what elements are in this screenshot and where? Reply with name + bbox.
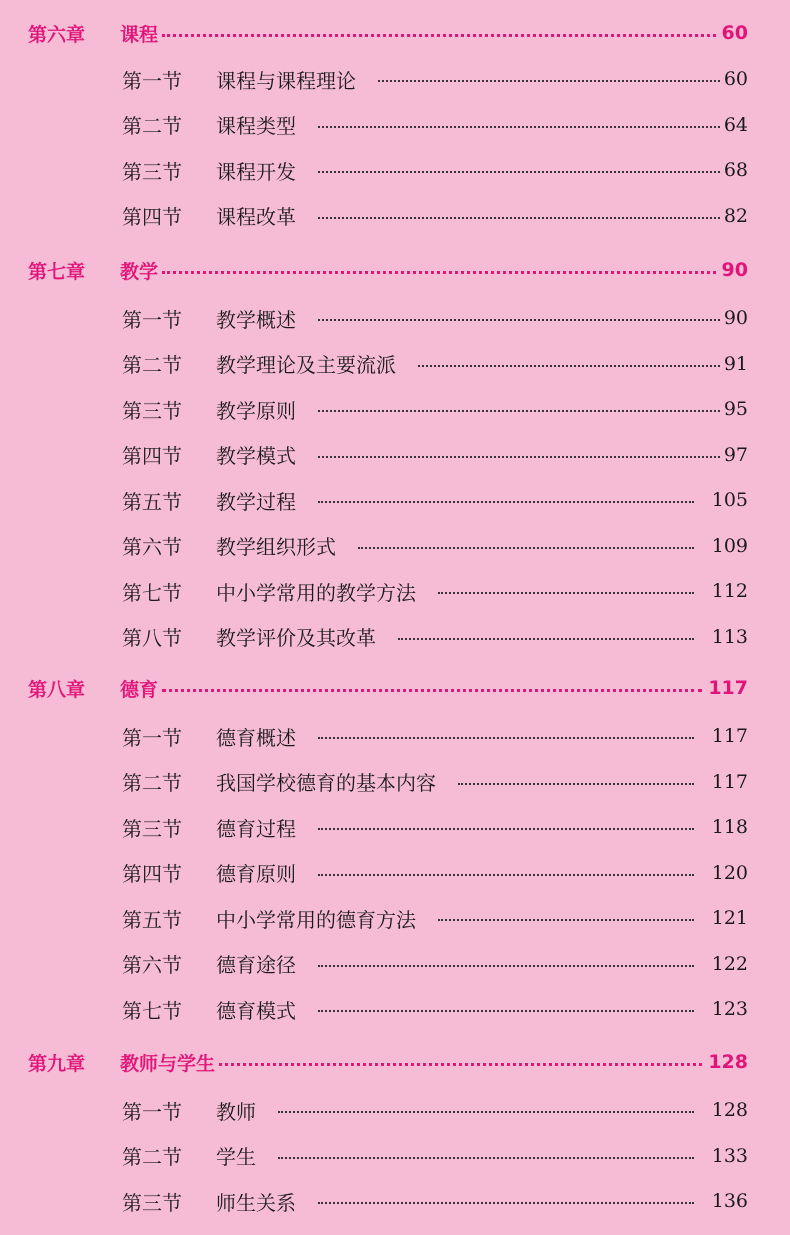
section-entry[interactable] <box>0 480 790 520</box>
chapter-page-number: 117 <box>708 677 748 699</box>
section-title: 教学评价及其改革 <box>216 626 376 650</box>
section-entry[interactable] <box>0 526 790 566</box>
section-title: 德育过程 <box>216 816 296 841</box>
section-title: 我国学校德育的基本内容 <box>216 771 436 795</box>
section-label: 第八节 <box>122 626 182 650</box>
section-page-number: 97 <box>723 443 748 466</box>
section-title: 德育途径 <box>216 953 296 977</box>
leader-dots <box>162 271 716 274</box>
leader-dots <box>358 547 694 549</box>
section-entry[interactable] <box>0 989 790 1029</box>
section-page-number: 117 <box>711 725 748 747</box>
leader-dots <box>278 1111 694 1113</box>
chapter-title: 教学 <box>120 260 159 283</box>
section-page-number: 64 <box>723 113 748 136</box>
section-title: 课程改革 <box>216 205 296 229</box>
leader-dots <box>458 783 694 785</box>
chapter-label: 第九章 <box>28 1052 86 1075</box>
chapter-page-number: 128 <box>708 1051 748 1073</box>
section-page-number: 68 <box>723 159 748 181</box>
section-page-number: 112 <box>711 580 748 602</box>
section-label: 第二节 <box>122 353 182 377</box>
section-entry[interactable] <box>0 435 790 475</box>
section-label: 第二节 <box>122 1145 182 1169</box>
leader-dots <box>318 737 694 739</box>
section-entry[interactable] <box>0 716 790 756</box>
section-entry[interactable] <box>0 1136 790 1176</box>
section-label: 第二节 <box>122 114 182 138</box>
section-page-number: 113 <box>711 625 748 648</box>
leader-dots <box>438 592 694 594</box>
section-entry[interactable] <box>0 150 790 190</box>
leader-dots <box>318 965 694 967</box>
section-label: 第三节 <box>122 1190 182 1215</box>
leader-dots <box>318 126 720 128</box>
chapter-page-number: 60 <box>721 22 748 44</box>
section-label: 第一节 <box>122 68 182 93</box>
section-entry[interactable] <box>0 344 790 384</box>
leader-dots <box>219 1063 702 1066</box>
section-title: 师生关系 <box>216 1190 296 1215</box>
section-entry[interactable] <box>0 389 790 429</box>
section-title: 中小学常用的德育方法 <box>216 907 416 932</box>
section-page-number: 117 <box>711 770 748 793</box>
chapter-label: 第七章 <box>28 260 86 283</box>
section-label: 第五节 <box>122 489 182 514</box>
leader-dots <box>318 217 720 219</box>
section-entry[interactable] <box>0 571 790 611</box>
chapter-title: 教师与学生 <box>120 1052 216 1075</box>
leader-dots <box>378 80 720 82</box>
leader-dots <box>398 638 694 640</box>
section-page-number: 95 <box>723 398 748 420</box>
section-label: 第五节 <box>122 907 182 932</box>
section-title: 学生 <box>216 1145 256 1169</box>
section-page-number: 120 <box>711 861 748 884</box>
section-page-number: 105 <box>711 489 748 511</box>
section-entry[interactable] <box>0 196 790 236</box>
section-label: 第四节 <box>122 205 182 229</box>
section-label: 第三节 <box>122 398 182 423</box>
chapter-heading[interactable] <box>0 250 790 290</box>
chapter-title: 课程 <box>120 23 159 46</box>
leader-dots <box>162 34 716 37</box>
section-page-number: 60 <box>723 68 748 90</box>
section-label: 第四节 <box>122 444 182 468</box>
section-label: 第一节 <box>122 725 182 750</box>
chapter-heading[interactable] <box>0 668 790 708</box>
section-page-number: 122 <box>711 952 748 975</box>
leader-dots <box>318 828 694 830</box>
section-label: 第六节 <box>122 535 182 559</box>
leader-dots <box>318 874 694 876</box>
section-title: 教学过程 <box>216 489 296 514</box>
section-label: 第二节 <box>122 771 182 795</box>
section-label: 第一节 <box>122 307 182 332</box>
section-entry[interactable] <box>0 898 790 938</box>
leader-dots <box>438 919 694 921</box>
leader-dots <box>318 1202 694 1204</box>
section-title: 课程开发 <box>216 159 296 184</box>
chapter-heading[interactable] <box>0 13 790 53</box>
section-title: 课程类型 <box>216 114 296 138</box>
section-entry[interactable] <box>0 59 790 99</box>
section-page-number: 123 <box>711 998 748 1020</box>
section-title: 中小学常用的教学方法 <box>216 580 416 605</box>
section-entry[interactable] <box>0 105 790 145</box>
section-title: 教学概述 <box>216 307 296 332</box>
section-page-number: 136 <box>711 1190 748 1212</box>
section-label: 第七节 <box>122 998 182 1023</box>
section-title: 德育概述 <box>216 725 296 750</box>
section-title: 教师 <box>216 1099 256 1124</box>
section-entry[interactable] <box>0 1090 790 1130</box>
leader-dots <box>318 171 720 173</box>
section-label: 第三节 <box>122 159 182 184</box>
leader-dots <box>318 1010 694 1012</box>
leader-dots <box>162 689 702 692</box>
chapter-title: 德育 <box>120 678 159 701</box>
section-label: 第六节 <box>122 953 182 977</box>
chapter-page-number: 90 <box>721 259 748 281</box>
section-page-number: 118 <box>711 816 748 838</box>
section-page-number: 133 <box>711 1144 748 1167</box>
section-entry[interactable] <box>0 944 790 984</box>
section-label: 第三节 <box>122 816 182 841</box>
leader-dots <box>418 365 720 367</box>
leader-dots <box>318 319 720 321</box>
section-page-number: 109 <box>711 534 748 557</box>
section-label: 第四节 <box>122 862 182 886</box>
chapter-label: 第八章 <box>28 678 86 701</box>
section-title: 教学模式 <box>216 444 296 468</box>
leader-dots <box>278 1157 694 1159</box>
section-title: 教学理论及主要流派 <box>216 353 396 377</box>
section-page-number: 82 <box>723 204 748 227</box>
section-title: 课程与课程理论 <box>216 68 356 93</box>
chapter-label: 第六章 <box>28 23 86 46</box>
section-page-number: 121 <box>711 907 748 929</box>
section-title: 教学原则 <box>216 398 296 423</box>
section-entry[interactable] <box>0 807 790 847</box>
section-title: 教学组织形式 <box>216 535 336 559</box>
section-page-number: 90 <box>723 307 748 329</box>
leader-dots <box>318 410 720 412</box>
section-title: 德育原则 <box>216 862 296 886</box>
section-label: 第七节 <box>122 580 182 605</box>
leader-dots <box>318 501 694 503</box>
section-page-number: 91 <box>723 352 748 375</box>
chapter-heading[interactable] <box>0 1042 790 1082</box>
section-page-number: 128 <box>711 1099 748 1121</box>
section-entry[interactable] <box>0 617 790 657</box>
section-entry[interactable] <box>0 762 790 802</box>
section-entry[interactable] <box>0 853 790 893</box>
section-entry[interactable] <box>0 298 790 338</box>
section-entry[interactable] <box>0 1181 790 1221</box>
leader-dots <box>318 456 720 458</box>
section-label: 第一节 <box>122 1099 182 1124</box>
section-title: 德育模式 <box>216 998 296 1023</box>
